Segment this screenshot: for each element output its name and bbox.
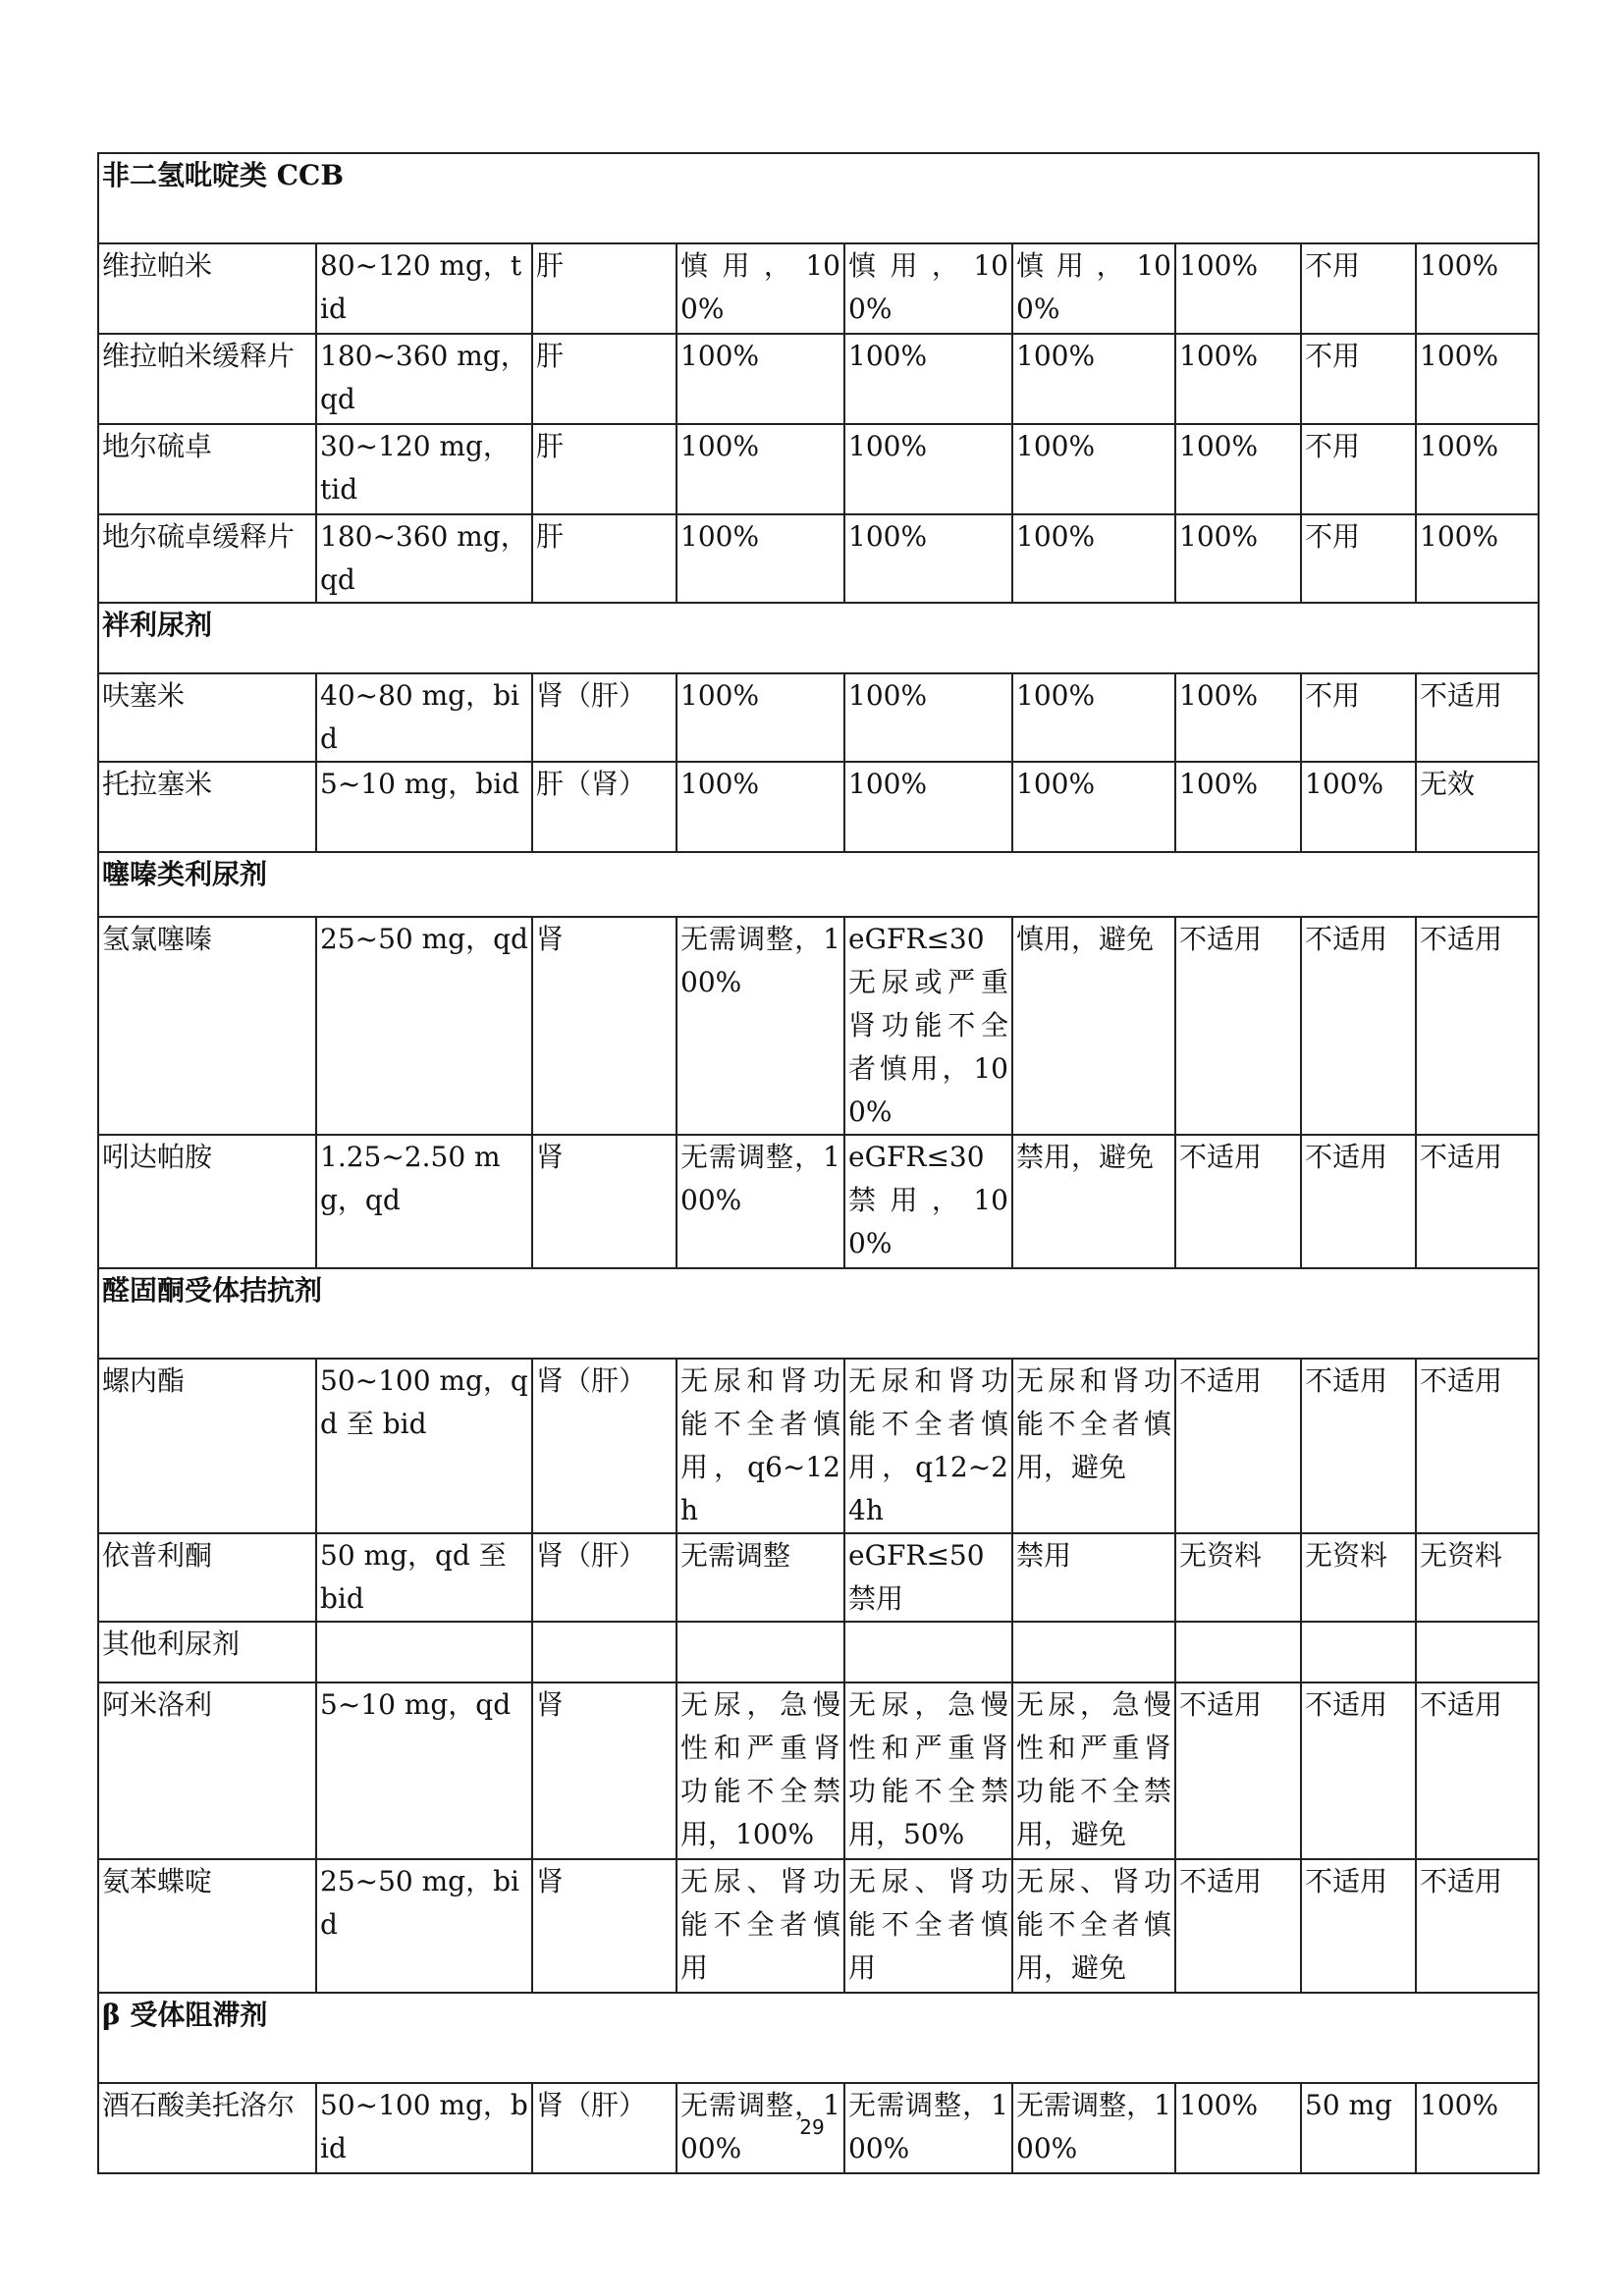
col4-cell: 无需调整，100% (677, 917, 844, 1135)
col6-cell: 慎用，避免 (1012, 917, 1175, 1135)
col5-cell: 100% (844, 424, 1012, 514)
route-cell: 肾（肝） (532, 673, 677, 762)
col4-cell: 100% (677, 514, 844, 603)
col9-cell: 不适用 (1416, 1682, 1539, 1859)
col9-cell: 100% (1416, 514, 1539, 603)
col4-cell: 无尿和肾功能不全者慎用，q6~12h (677, 1359, 844, 1533)
col9-cell: 不适用 (1416, 1859, 1539, 1993)
route-cell: 肾 (532, 917, 677, 1135)
route-cell: 肾（肝） (532, 1533, 677, 1622)
col7-cell: 不适用 (1175, 1682, 1301, 1859)
drug-name-cell: 地尔硫卓缓释片 (98, 514, 316, 603)
table-row (98, 1859, 1539, 1993)
col7-cell: 不适用 (1175, 1359, 1301, 1533)
col7-cell: 100% (1175, 243, 1301, 334)
col4-cell: 无尿，急慢性和严重肾功能不全禁用，100% (677, 1682, 844, 1859)
col9-cell: 100% (1416, 243, 1539, 334)
col5-cell: eGFR≤30 无尿或严重肾功能不全者慎用，100% (844, 917, 1012, 1135)
col7-cell: 不适用 (1175, 1859, 1301, 1993)
col8-cell: 无资料 (1301, 1533, 1416, 1622)
drug-name-cell: 呋塞米 (98, 673, 316, 762)
empty-cell (316, 1622, 532, 1682)
col9-cell: 无效 (1416, 762, 1539, 852)
col4-cell: 100% (677, 424, 844, 514)
col5-cell: eGFR≤50 禁用 (844, 1533, 1012, 1622)
col6-cell: 100% (1012, 334, 1175, 424)
dose-cell: 50~100 mg，bid (316, 2083, 532, 2173)
dose-cell: 5~10 mg，bid (316, 762, 532, 852)
dose-cell: 5~10 mg，qd (316, 1682, 532, 1859)
section-header: 醛固酮受体拮抗剂 (98, 1268, 1539, 1359)
page-number: 29 (799, 2115, 825, 2139)
col5-cell: 100% (844, 334, 1012, 424)
col5-cell: 100% (844, 673, 1012, 762)
table-row (98, 514, 1539, 603)
col7-cell: 100% (1175, 514, 1301, 603)
table-row (98, 762, 1539, 852)
col4-cell: 无需调整 (677, 1533, 844, 1622)
drug-name-cell: 维拉帕米缓释片 (98, 334, 316, 424)
drug-name-cell: 地尔硫卓 (98, 424, 316, 514)
route-cell: 肝 (532, 334, 677, 424)
col9-cell: 不适用 (1416, 917, 1539, 1135)
drug-name-cell: 阿米洛利 (98, 1682, 316, 1859)
col5-cell: 100% (844, 762, 1012, 852)
col7-cell: 100% (1175, 673, 1301, 762)
dose-cell: 40~80 mg，bid (316, 673, 532, 762)
col9-cell: 100% (1416, 334, 1539, 424)
table-row (98, 1682, 1539, 1859)
col8-cell: 不用 (1301, 673, 1416, 762)
route-cell: 肾（肝） (532, 1359, 677, 1533)
col9-cell: 不适用 (1416, 673, 1539, 762)
drug-name-cell: 酒石酸美托洛尔 (98, 2083, 316, 2173)
col5-cell: 无需调整，100% (844, 2083, 1012, 2173)
dose-cell: 25~50 mg，qd (316, 917, 532, 1135)
col9-cell: 100% (1416, 424, 1539, 514)
drug-name-cell: 维拉帕米 (98, 243, 316, 334)
col8-cell: 不用 (1301, 514, 1416, 603)
col6-cell: 100% (1012, 673, 1175, 762)
dose-cell: 50~100 mg，qd 至 bid (316, 1359, 532, 1533)
col5-cell: 100% (844, 514, 1012, 603)
table-row (98, 243, 1539, 334)
section-header: 其他利尿剂 (98, 1622, 316, 1682)
drug-name-cell: 吲达帕胺 (98, 1135, 316, 1268)
drug-name-cell: 螺内酯 (98, 1359, 316, 1533)
col8-cell: 不适用 (1301, 917, 1416, 1135)
col7-cell: 不适用 (1175, 1135, 1301, 1268)
route-cell: 肾 (532, 1682, 677, 1859)
col6-cell: 100% (1012, 424, 1175, 514)
col6-cell: 禁用，避免 (1012, 1135, 1175, 1268)
col6-cell: 100% (1012, 762, 1175, 852)
section-header-row (98, 1622, 1539, 1682)
table-row (98, 673, 1539, 762)
dose-cell: 50 mg，qd 至 bid (316, 1533, 532, 1622)
empty-cell (844, 1622, 1012, 1682)
empty-cell (532, 1622, 677, 1682)
table-row (98, 917, 1539, 1135)
col8-cell: 不用 (1301, 424, 1416, 514)
col4-cell: 无需调整，100% (677, 1135, 844, 1268)
col6-cell: 无尿和肾功能不全者慎用，避免 (1012, 1359, 1175, 1533)
col4-cell: 慎用，100% (677, 243, 844, 334)
section-header: 噻嗪类利尿剂 (98, 852, 1539, 917)
empty-cell (1416, 1622, 1539, 1682)
col8-cell: 50 mg (1301, 2083, 1416, 2173)
dose-cell: 180~360 mg，qd (316, 334, 532, 424)
route-cell: 肝 (532, 243, 677, 334)
section-header-row (98, 852, 1539, 917)
col6-cell: 无尿，急慢性和严重肾功能不全禁用，避免 (1012, 1682, 1175, 1859)
table-row (98, 424, 1539, 514)
section-header: 袢利尿剂 (98, 603, 1539, 673)
col7-cell: 100% (1175, 762, 1301, 852)
col8-cell: 不用 (1301, 243, 1416, 334)
col4-cell: 无需调整，100% (677, 2083, 844, 2173)
col6-cell: 100% (1012, 514, 1175, 603)
dose-cell: 30~120 mg， tid (316, 424, 532, 514)
table-row (98, 334, 1539, 424)
col5-cell: eGFR≤30 禁用，100% (844, 1135, 1012, 1268)
empty-cell (1301, 1622, 1416, 1682)
col9-cell: 无资料 (1416, 1533, 1539, 1622)
col4-cell: 100% (677, 762, 844, 852)
col7-cell: 100% (1175, 334, 1301, 424)
table-body (98, 153, 1539, 2173)
table-row (98, 1533, 1539, 1622)
section-header-row (98, 1268, 1539, 1359)
col6-cell: 禁用 (1012, 1533, 1175, 1622)
col8-cell: 不适用 (1301, 1135, 1416, 1268)
col8-cell: 100% (1301, 762, 1416, 852)
route-cell: 肝（肾） (532, 762, 677, 852)
route-cell: 肾 (532, 1135, 677, 1268)
col7-cell: 100% (1175, 2083, 1301, 2173)
col7-cell: 无资料 (1175, 1533, 1301, 1622)
col7-cell: 100% (1175, 424, 1301, 514)
drug-name-cell: 氢氯噻嗪 (98, 917, 316, 1135)
col6-cell: 慎用，100% (1012, 243, 1175, 334)
dose-cell: 1.25~2.50 mg，qd (316, 1135, 532, 1268)
drug-name-cell: 依普利酮 (98, 1533, 316, 1622)
table-row (98, 1135, 1539, 1268)
col8-cell: 不适用 (1301, 1359, 1416, 1533)
col8-cell: 不适用 (1301, 1682, 1416, 1859)
drug-name-cell: 托拉塞米 (98, 762, 316, 852)
col9-cell: 不适用 (1416, 1135, 1539, 1268)
col4-cell: 100% (677, 673, 844, 762)
route-cell: 肾（肝） (532, 2083, 677, 2173)
col9-cell: 100% (1416, 2083, 1539, 2173)
dose-cell: 80~120 mg，tid (316, 243, 532, 334)
empty-cell (1012, 1622, 1175, 1682)
drug-dosing-table (97, 152, 1540, 2174)
empty-cell (1175, 1622, 1301, 1682)
col5-cell: 无尿，急慢性和严重肾功能不全禁用，50% (844, 1682, 1012, 1859)
drug-name-cell: 氨苯蝶啶 (98, 1859, 316, 1993)
section-header-row (98, 603, 1539, 673)
route-cell: 肝 (532, 514, 677, 603)
col4-cell: 无尿、肾功能不全者慎用 (677, 1859, 844, 1993)
col9-cell: 不适用 (1416, 1359, 1539, 1533)
col8-cell: 不适用 (1301, 1859, 1416, 1993)
col7-cell: 不适用 (1175, 917, 1301, 1135)
section-header-row (98, 1993, 1539, 2083)
col8-cell: 不用 (1301, 334, 1416, 424)
route-cell: 肾 (532, 1859, 677, 1993)
section-header-row (98, 153, 1539, 243)
section-header: 非二氢吡啶类 CCB (98, 153, 1539, 243)
col5-cell: 无尿和肾功能不全者慎用，q12~24h (844, 1359, 1012, 1533)
dose-cell: 25~50 mg，bid (316, 1859, 532, 1993)
col5-cell: 无尿、肾功能不全者慎用 (844, 1859, 1012, 1993)
col6-cell: 无尿、肾功能不全者慎用，避免 (1012, 1859, 1175, 1993)
col6-cell: 无需调整，100% (1012, 2083, 1175, 2173)
dose-cell: 180~360 mg，qd (316, 514, 532, 603)
empty-cell (677, 1622, 844, 1682)
col5-cell: 慎用，100% (844, 243, 1012, 334)
table-row (98, 1359, 1539, 1533)
section-header: β 受体阻滞剂 (98, 1993, 1539, 2083)
route-cell: 肝 (532, 424, 677, 514)
col4-cell: 100% (677, 334, 844, 424)
